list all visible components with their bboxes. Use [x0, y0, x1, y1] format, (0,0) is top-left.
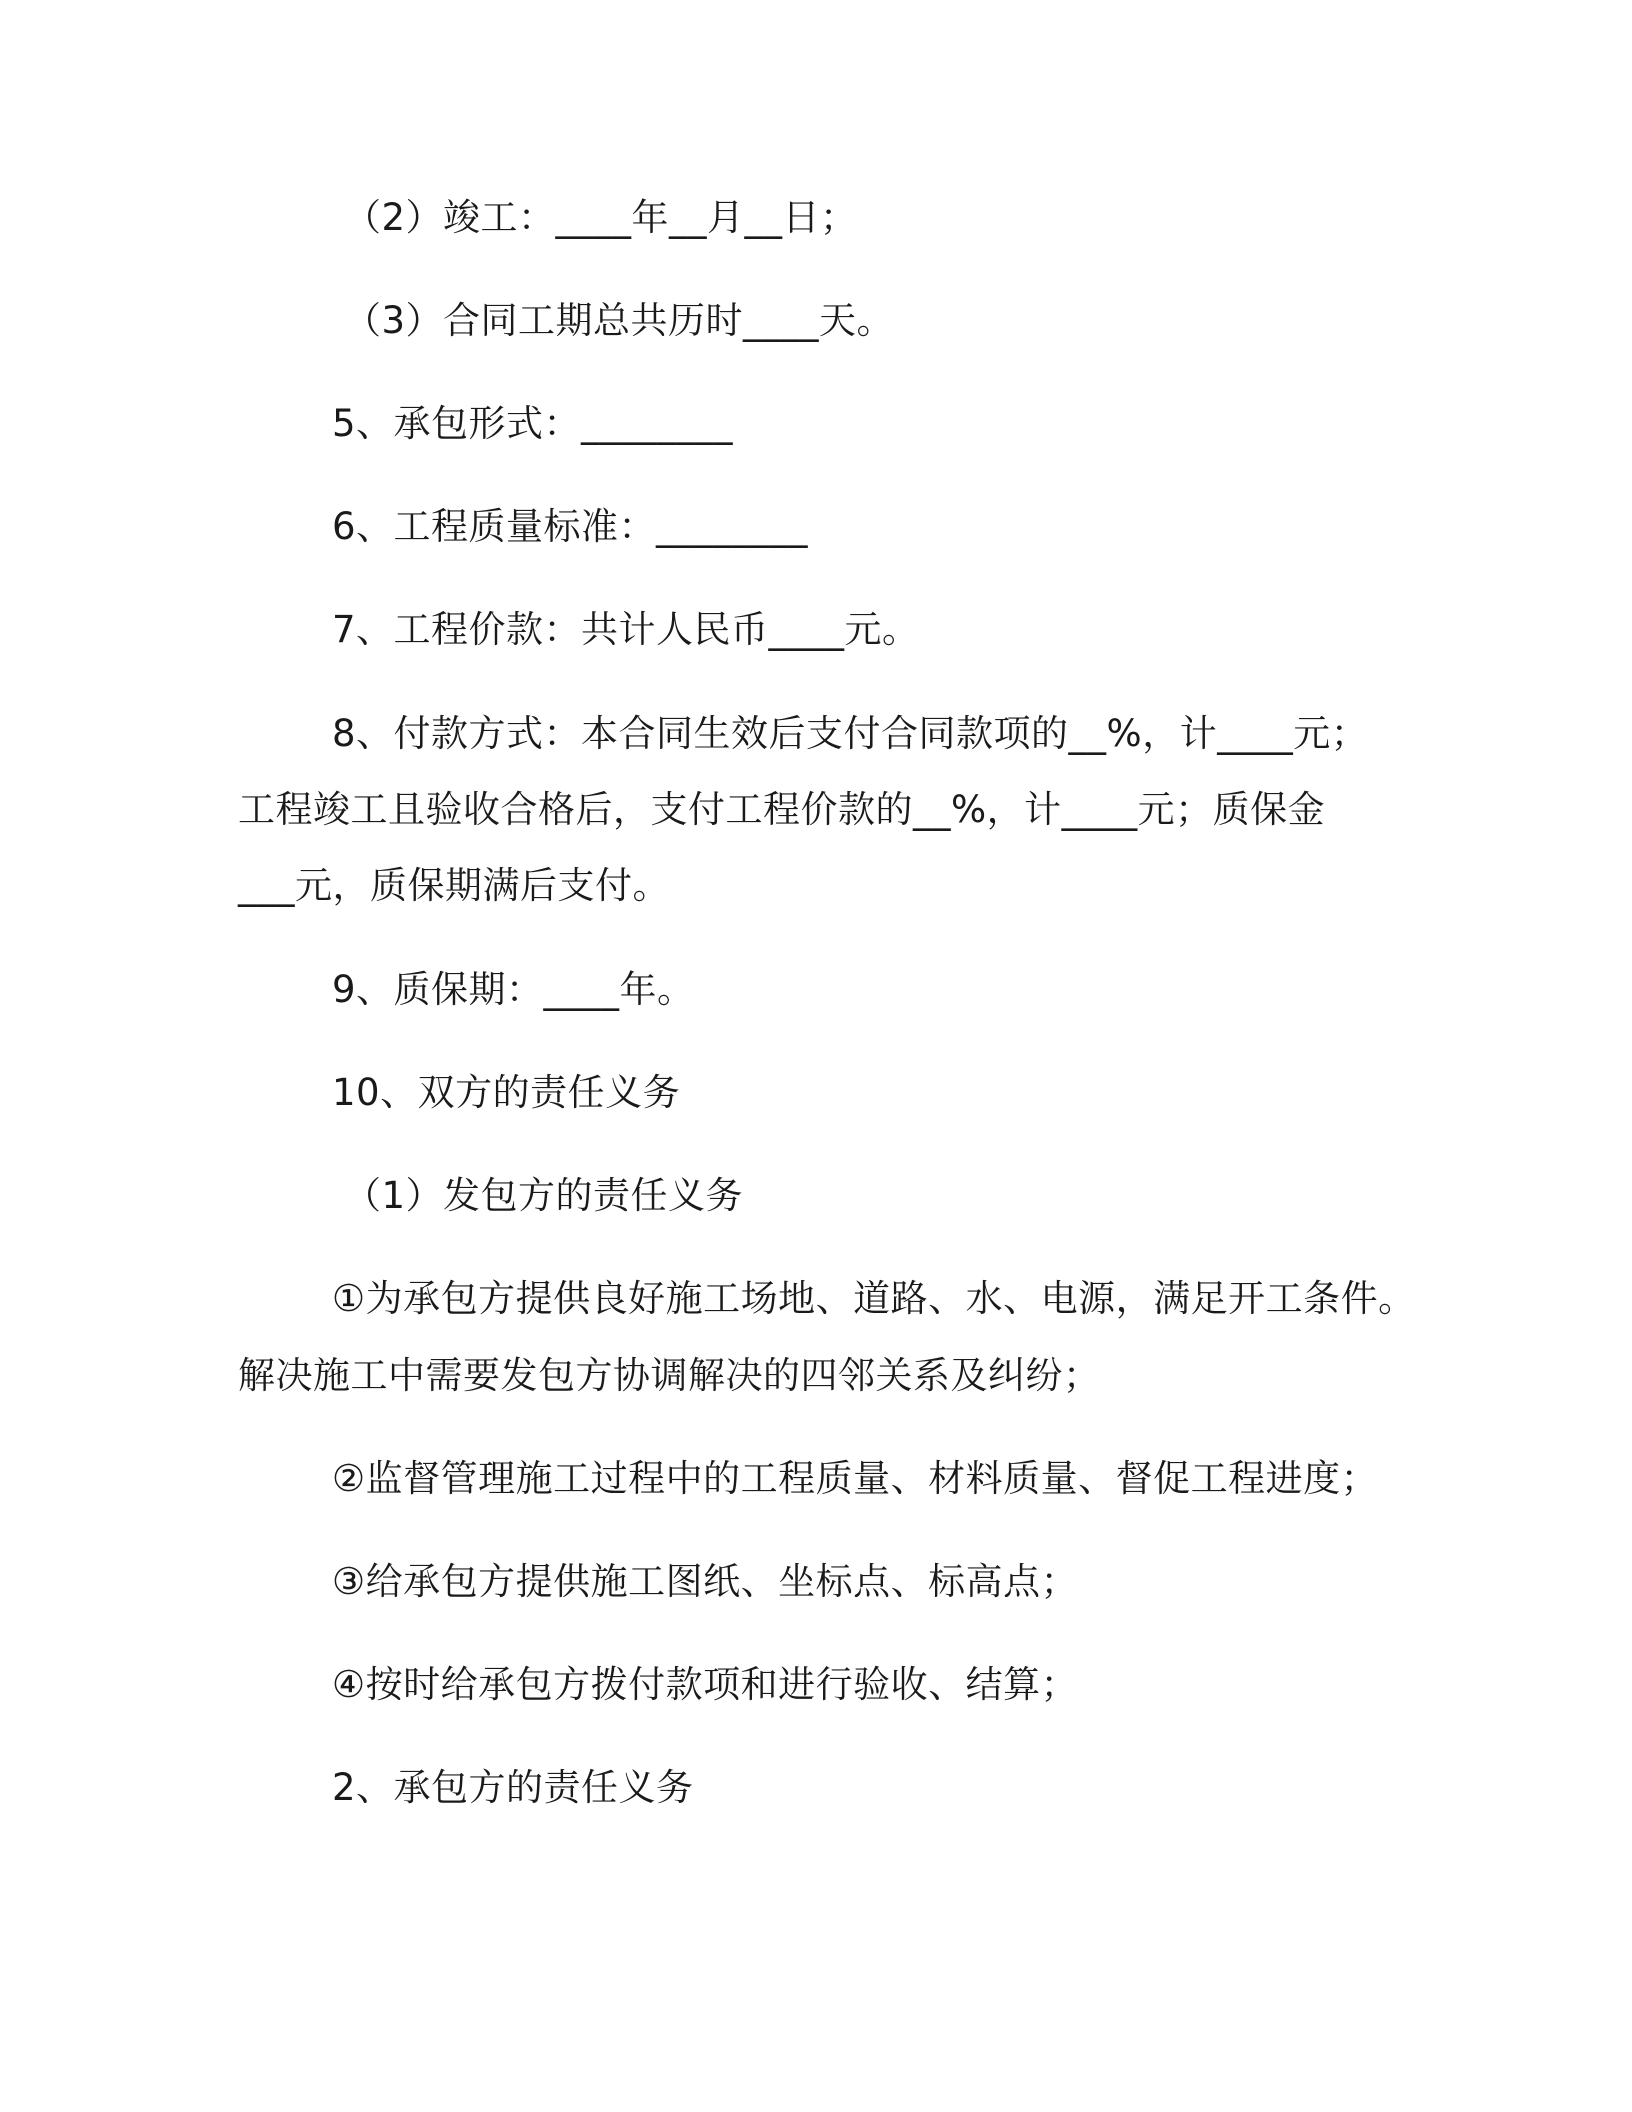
project-price-line: 7、工程价款：共计人民币____元。	[332, 608, 920, 651]
employer-duty-4: ④按时给承包方拨付款项和进行验收、结算；	[332, 1663, 1079, 1706]
contract-duration-line: （3）合同工期总共历时____天。	[344, 299, 895, 342]
section-responsibilities-heading: 10、双方的责任义务	[332, 1071, 681, 1114]
contract-form-line: 5、承包形式：________	[332, 402, 734, 445]
employer-duties-heading: （1）发包方的责任义务	[344, 1174, 744, 1217]
payment-method-line-2: 工程竣工且验收合格后，支付工程价款的__%，计____元；质保金	[238, 788, 1326, 831]
quality-standard-line: 6、工程质量标准：________	[332, 505, 809, 548]
completion-date-line: （2）竣工：____年__月__日；	[344, 196, 858, 239]
contractor-duties-heading: 2、承包方的责任义务	[332, 1766, 694, 1809]
payment-method-line-1: 8、付款方式：本合同生效后支付合同款项的__%，计____元；	[332, 712, 1369, 755]
warranty-period-line: 9、质保期：____年。	[332, 968, 695, 1011]
employer-duty-3: ③给承包方提供施工图纸、坐标点、标高点；	[332, 1560, 1079, 1603]
payment-method-line-3: ___元，质保期满后支付。	[238, 864, 670, 907]
employer-duty-1-line-1: ①为承包方提供良好施工场地、道路、水、电源，满足开工条件。	[332, 1277, 1416, 1320]
employer-duty-1-line-2: 解决施工中需要发包方协调解决的四邻关系及纠纷；	[238, 1354, 1101, 1397]
employer-duty-2: ②监督管理施工过程中的工程质量、材料质量、督促工程进度；	[332, 1457, 1379, 1500]
